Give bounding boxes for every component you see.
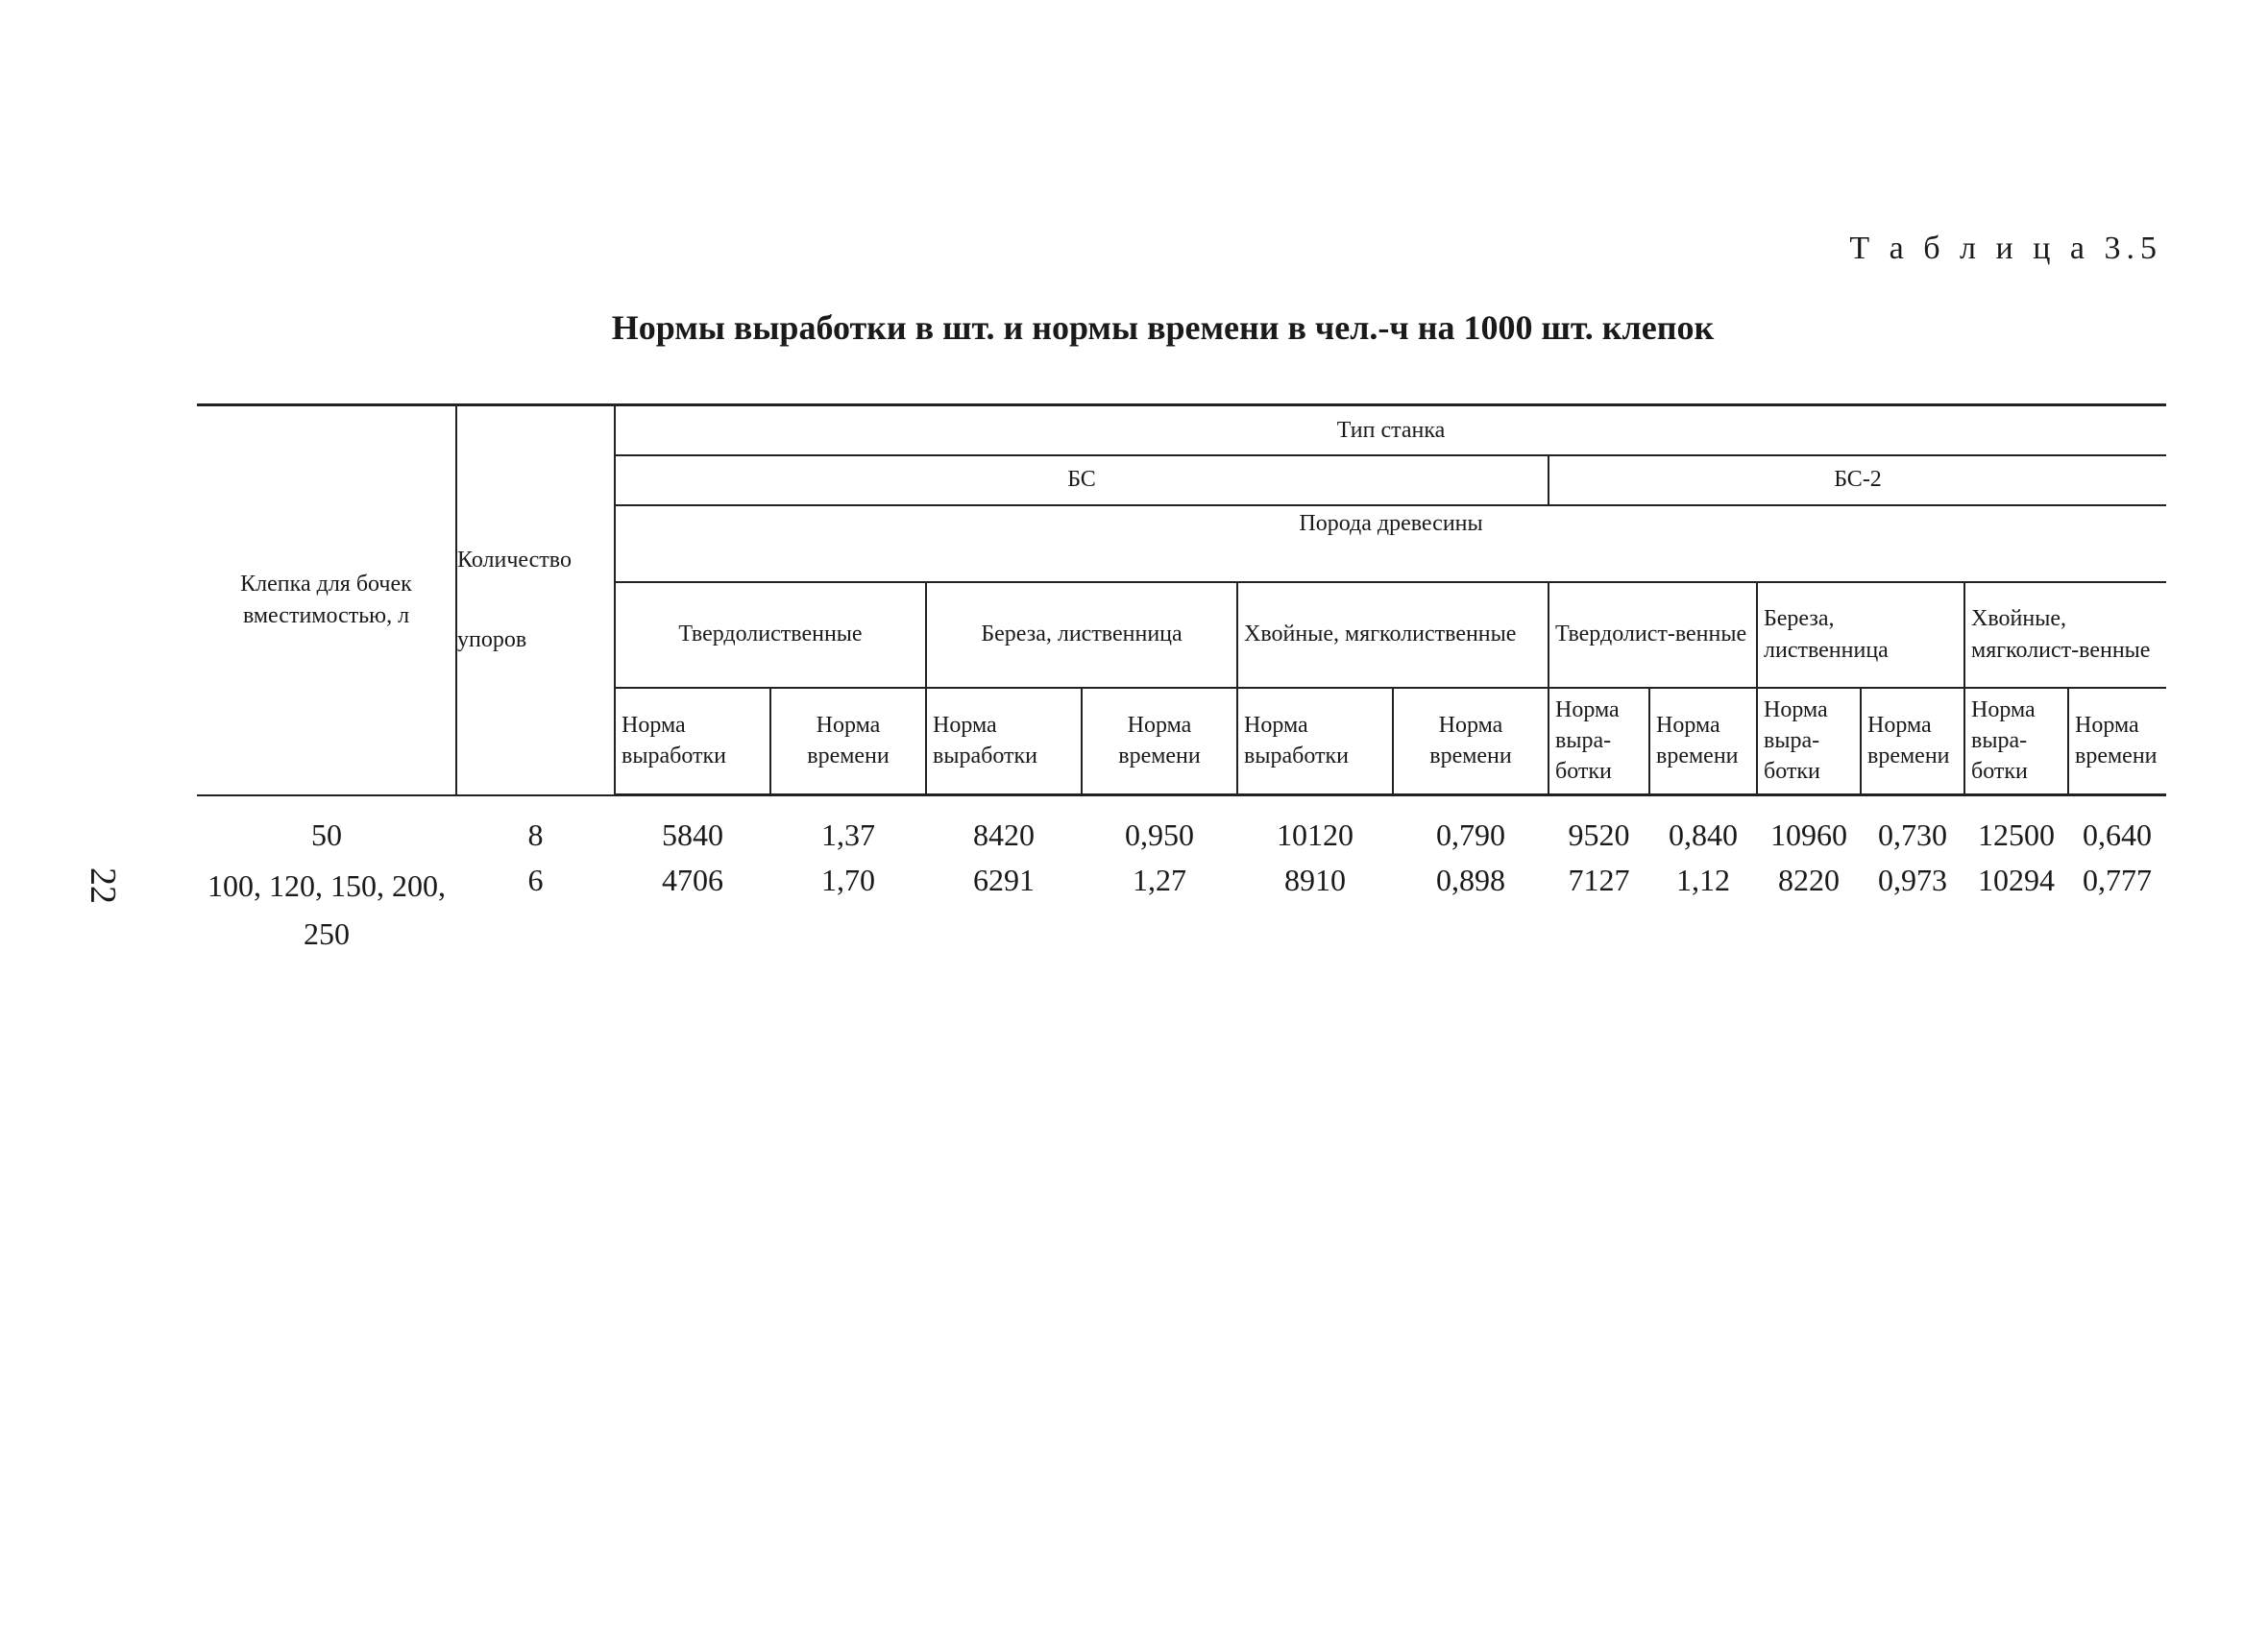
header-wood-bs-3: Хвойные, мягколиственные bbox=[1237, 582, 1549, 688]
header-machine-bs2: БС-2 bbox=[1549, 455, 2166, 505]
cell-value: 8420 bbox=[973, 817, 1035, 852]
cell-value: 0,640 bbox=[2083, 817, 2152, 852]
header-norm-output: Норма выработки bbox=[926, 688, 1082, 795]
header-machine-bs: БС bbox=[615, 455, 1549, 505]
cell-value: 8910 bbox=[1284, 863, 1346, 897]
header-stops bbox=[456, 405, 615, 795]
cell-value: 5840 bbox=[662, 817, 723, 852]
table-title: Нормы выработки в шт. и нормы времени в чел.-ч на 1000 шт. клепок bbox=[611, 308, 1715, 347]
header-norm-output: Норма выработки bbox=[615, 688, 770, 795]
cell-value: 0,973 bbox=[1878, 863, 1947, 897]
cell-value: 10960 bbox=[1770, 817, 1847, 852]
page-number: 22 bbox=[83, 867, 123, 904]
header-norm-time: Норма времени bbox=[1393, 688, 1549, 795]
table-row bbox=[197, 795, 2166, 858]
header-norm-time: Норма времени bbox=[2068, 688, 2166, 795]
cell-value: 1,70 bbox=[821, 863, 875, 897]
header-wood-bs-1: Твердолиственные bbox=[615, 582, 926, 688]
header-norm-time: Норма времени bbox=[770, 688, 926, 795]
cell-barrel: 50 bbox=[311, 817, 342, 852]
header-barrel: Клепка для бочек вместимостью, л bbox=[197, 405, 456, 795]
header-norm-output: Норма выра-ботки bbox=[1549, 688, 1649, 795]
cell-value: 4706 bbox=[662, 863, 723, 897]
header-norm-time: Норма времени bbox=[1861, 688, 1964, 795]
header-wood-bs2-2: Береза, лиственница bbox=[1757, 582, 1964, 688]
cell-stops: 8 bbox=[527, 817, 544, 852]
cell-value: 1,12 bbox=[1676, 863, 1730, 897]
cell-value: 0,950 bbox=[1125, 817, 1194, 852]
header-norm-time: Норма времени bbox=[1649, 688, 1757, 795]
cell-barrel: 100, 120, 150, 200, 250 bbox=[207, 868, 446, 951]
cell-value: 7127 bbox=[1568, 863, 1630, 897]
header-norm-output: Норма выра-ботки bbox=[1757, 688, 1861, 795]
header-wood-bs2-3: Хвойные, мягколист-венные bbox=[1964, 582, 2166, 688]
cell-value: 1,37 bbox=[821, 817, 875, 852]
cell-value: 9520 bbox=[1568, 817, 1630, 852]
cell-value: 1,27 bbox=[1133, 863, 1186, 897]
header-norm-output: Норма выра-ботки bbox=[1964, 688, 2068, 795]
header-wood-bs2-1: Твердолист-венные bbox=[1549, 582, 1757, 688]
cell-value: 0,790 bbox=[1436, 817, 1505, 852]
cell-value: 0,777 bbox=[2083, 863, 2152, 897]
cell-stops: 6 bbox=[527, 863, 544, 897]
norms-table bbox=[197, 403, 2166, 962]
header-wood-type: Порода древесины bbox=[615, 505, 2166, 582]
cell-value: 8220 bbox=[1778, 863, 1840, 897]
table-number: Т а б л и ц а 3.5 bbox=[1849, 231, 2162, 266]
header-machine-type: Тип станка bbox=[615, 405, 2166, 455]
cell-value: 0,898 bbox=[1436, 863, 1505, 897]
header-stops-line1: Количество bbox=[457, 548, 572, 573]
cell-value: 0,730 bbox=[1878, 817, 1947, 852]
header-wood-bs-2: Береза, лиственница bbox=[926, 582, 1237, 688]
header-stops-line2: упоров bbox=[457, 626, 527, 652]
cell-value: 6291 bbox=[973, 863, 1035, 897]
cell-value: 10120 bbox=[1277, 817, 1353, 852]
cell-value: 0,840 bbox=[1669, 817, 1738, 852]
cell-value: 12500 bbox=[1978, 817, 2055, 852]
header-norm-output: Норма выработки bbox=[1237, 688, 1393, 795]
table-row bbox=[197, 857, 2166, 962]
header-norm-time: Норма времени bbox=[1082, 688, 1237, 795]
cell-value: 10294 bbox=[1978, 863, 2055, 897]
